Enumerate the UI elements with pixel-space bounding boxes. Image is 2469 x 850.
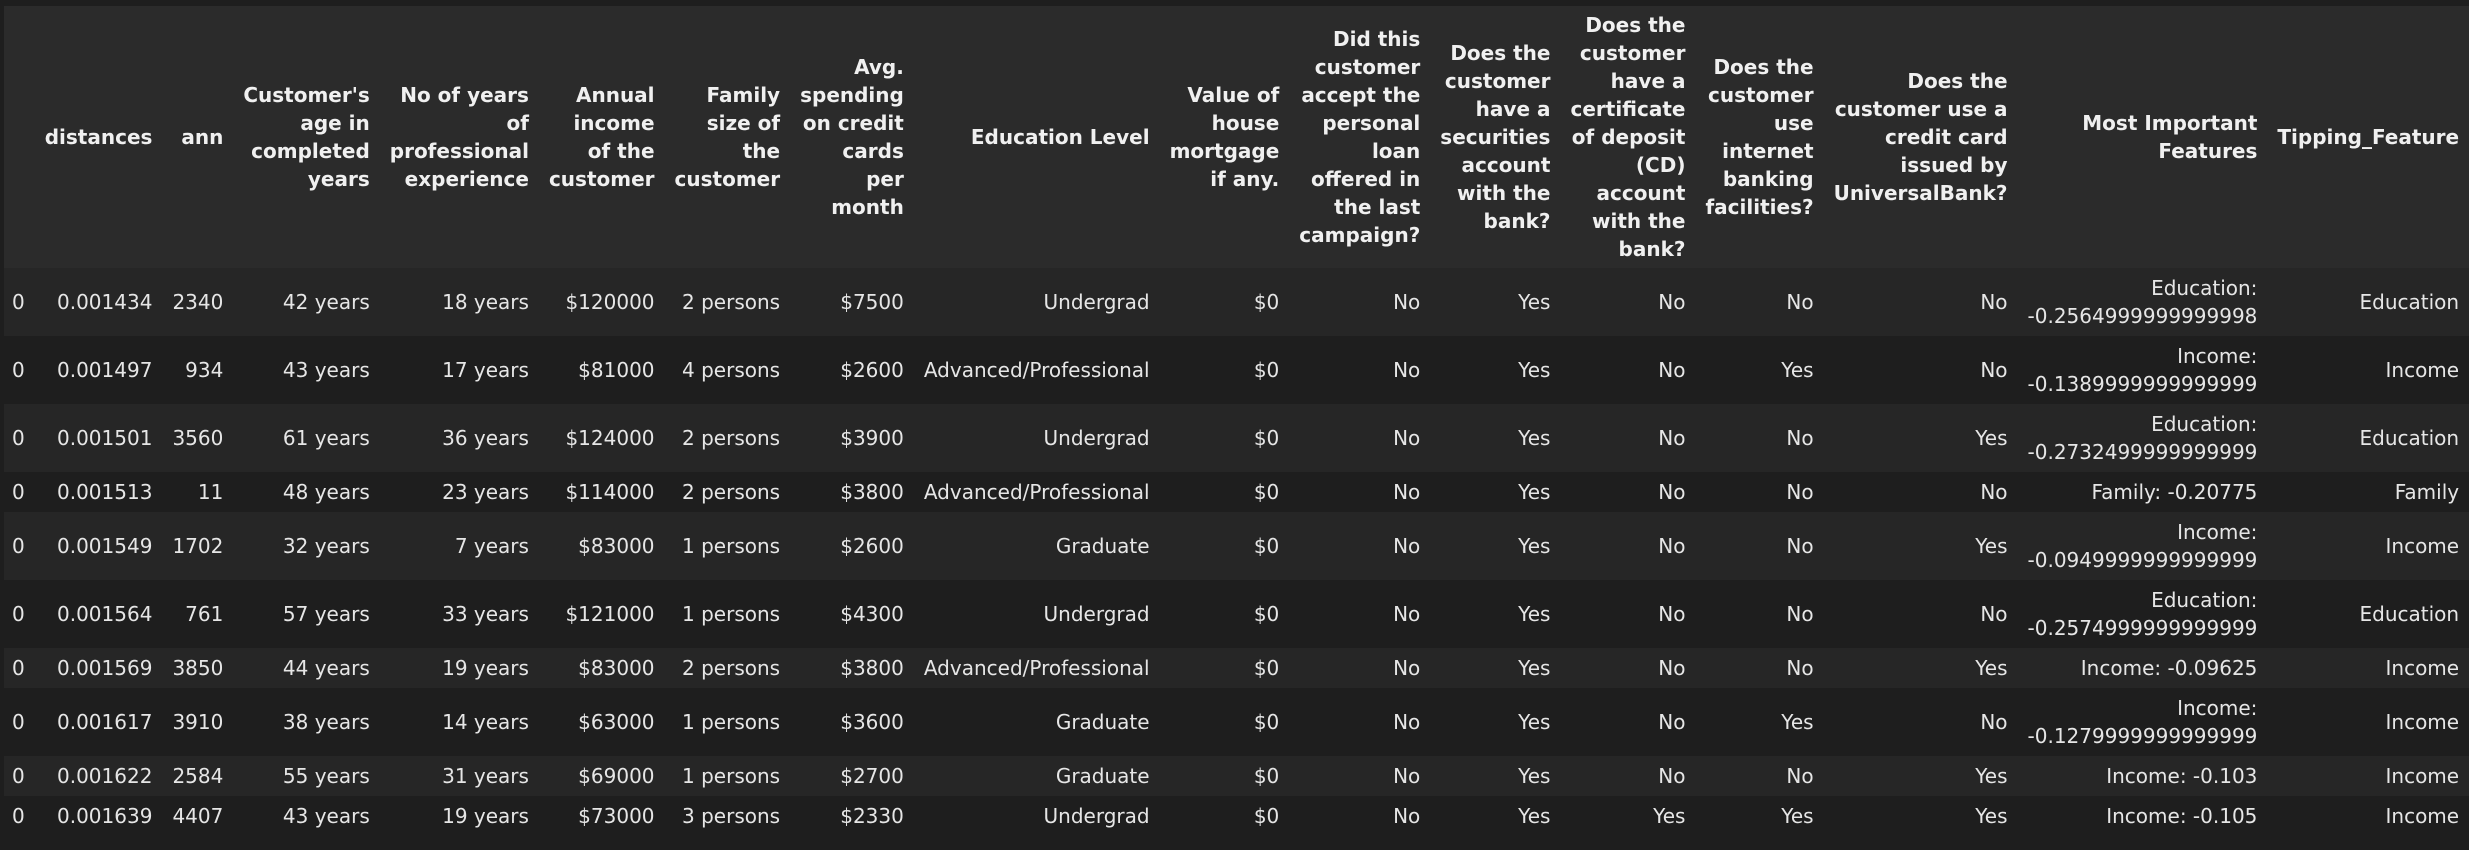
table-row [4,648,2469,688]
table-cell: Undergrad [914,404,1160,472]
table-cell: No [1695,268,1823,336]
table-cell: No [1560,648,1695,688]
table-cell: No [1560,336,1695,404]
table-cell: 3850 [162,648,233,688]
table-cell: $63000 [539,688,665,756]
table-cell: No [1695,648,1823,688]
table-cell: 934 [162,336,233,404]
table-cell: Income [2267,648,2469,688]
column-header: Avg. spending on credit cards per month [790,6,914,268]
table-cell: $0 [1160,512,1290,580]
table-cell: Undergrad [914,580,1160,648]
table-cell: 0.001569 [35,648,163,688]
table-cell: 32 years [233,512,379,580]
table-row [4,756,2469,796]
table-cell: $2600 [790,336,914,404]
table-cell: 18 years [380,268,539,336]
table-cell: Yes [1695,688,1823,756]
table-cell: $81000 [539,336,665,404]
table-cell: No [1289,688,1430,756]
table-cell: 0.001622 [35,756,163,796]
row-index: 0 [4,796,35,836]
table-cell: Income [2267,796,2469,836]
table-cell: 36 years [380,404,539,472]
table-cell: 0.001617 [35,688,163,756]
table-cell: $121000 [539,580,665,648]
table-cell: 48 years [233,472,379,512]
table-cell: No [1560,472,1695,512]
table-cell: No [1695,472,1823,512]
table-cell: 14 years [380,688,539,756]
table-cell: Yes [1430,512,1560,580]
table-cell: Graduate [914,512,1160,580]
table-cell: Family [2267,472,2469,512]
table-cell: $0 [1160,580,1290,648]
table-cell: 19 years [380,796,539,836]
column-header: Value of house mortgage if any. [1160,6,1290,268]
table-cell: 23 years [380,472,539,512]
table-cell: Income: -0.1389999999999999 [2018,336,2268,404]
table-cell: No [1695,580,1823,648]
table-cell: $2600 [790,512,914,580]
table-cell: 3560 [162,404,233,472]
table-cell: No [1560,404,1695,472]
table-cell: No [1560,580,1695,648]
table-cell: Yes [1430,756,1560,796]
row-index: 0 [4,336,35,404]
table-cell: $83000 [539,512,665,580]
table-cell: 43 years [233,336,379,404]
table-cell: $0 [1160,688,1290,756]
column-header [4,6,35,268]
column-header: Customer's age in completed years [233,6,379,268]
table-cell: 43 years [233,796,379,836]
row-index: 0 [4,268,35,336]
column-header: Does the customer use a credit card issued by UniversalBank? [1824,6,2018,268]
table-cell: Education [2267,404,2469,472]
table-cell: $120000 [539,268,665,336]
table-cell: Yes [1430,336,1560,404]
table-cell: 3910 [162,688,233,756]
column-header: No of years of professional experience [380,6,539,268]
table-cell: No [1560,512,1695,580]
table-cell: 761 [162,580,233,648]
row-index: 0 [4,688,35,756]
column-header: Education Level [914,6,1160,268]
row-index: 0 [4,580,35,648]
table-cell: $0 [1160,472,1290,512]
table-cell: No [1289,336,1430,404]
table-row [4,472,2469,512]
table-cell: 42 years [233,268,379,336]
table-cell: 55 years [233,756,379,796]
table-cell: Income [2267,756,2469,796]
table-cell: Income [2267,512,2469,580]
table-cell: Income [2267,336,2469,404]
table-cell: 1 persons [665,512,791,580]
row-index: 0 [4,404,35,472]
column-header: Annual income of the customer [539,6,665,268]
table-cell: 17 years [380,336,539,404]
table-cell: No [1289,268,1430,336]
table-row [4,336,2469,404]
table-cell: $73000 [539,796,665,836]
table-cell: $69000 [539,756,665,796]
table-cell: 4407 [162,796,233,836]
table-cell: Graduate [914,688,1160,756]
table-cell: $0 [1160,404,1290,472]
table-cell: No [1289,648,1430,688]
table-cell: Yes [1430,404,1560,472]
dataframe-output [4,6,2469,836]
table-cell: Advanced/Professional [914,648,1160,688]
table-cell: $3600 [790,688,914,756]
table-cell: No [1289,512,1430,580]
table-cell: 61 years [233,404,379,472]
table-cell: No [1695,756,1823,796]
row-index: 0 [4,648,35,688]
row-index: 0 [4,756,35,796]
row-index: 0 [4,472,35,512]
table-cell: 11 [162,472,233,512]
table-cell: 2 persons [665,404,791,472]
table-cell: Yes [1430,648,1560,688]
table-cell: Yes [1824,648,2018,688]
table-cell: $0 [1160,268,1290,336]
table-cell: 33 years [380,580,539,648]
table-cell: Yes [1430,268,1560,336]
table-cell: 1 persons [665,688,791,756]
table-cell: 0.001639 [35,796,163,836]
table-cell: Education [2267,268,2469,336]
row-index: 0 [4,512,35,580]
table-cell: $2330 [790,796,914,836]
table-cell: $7500 [790,268,914,336]
table-cell: Yes [1824,512,2018,580]
table-cell: $4300 [790,580,914,648]
table-cell: No [1560,688,1695,756]
table-cell: No [1824,336,2018,404]
column-header: Does the customer have a securities account with the bank? [1430,6,1560,268]
table-cell: 4 persons [665,336,791,404]
table-cell: No [1824,688,2018,756]
dataframe-table [4,6,2469,836]
table-cell: 2584 [162,756,233,796]
table-cell: 31 years [380,756,539,796]
table-cell: Yes [1430,796,1560,836]
table-cell: Income: -0.105 [2018,796,2268,836]
table-cell: 0.001497 [35,336,163,404]
table-cell: Graduate [914,756,1160,796]
table-cell: Undergrad [914,796,1160,836]
table-cell: $0 [1160,756,1290,796]
table-cell: $2700 [790,756,914,796]
table-cell: $0 [1160,648,1290,688]
table-cell: Income [2267,688,2469,756]
table-cell: Yes [1560,796,1695,836]
table-cell: Income: -0.1279999999999999 [2018,688,2268,756]
table-cell: $83000 [539,648,665,688]
table-cell: 44 years [233,648,379,688]
column-header: distances [35,6,163,268]
table-cell: Education [2267,580,2469,648]
table-cell: Yes [1824,796,2018,836]
table-cell: $124000 [539,404,665,472]
table-cell: $0 [1160,336,1290,404]
table-cell: Yes [1430,580,1560,648]
table-cell: Yes [1430,688,1560,756]
table-cell: Family: -0.20775 [2018,472,2268,512]
table-cell: Yes [1695,336,1823,404]
table-cell: 57 years [233,580,379,648]
table-cell: 3 persons [665,796,791,836]
table-row [4,688,2469,756]
table-cell: No [1289,756,1430,796]
table-cell: Income: -0.0949999999999999 [2018,512,2268,580]
table-cell: 2 persons [665,268,791,336]
table-cell: 1 persons [665,580,791,648]
table-cell: 0.001564 [35,580,163,648]
table-row [4,512,2469,580]
table-cell: No [1289,796,1430,836]
table-cell: Yes [1430,472,1560,512]
column-header: Did this customer accept the personal loan offered in the last campaign? [1289,6,1430,268]
table-row [4,404,2469,472]
column-header: Does the customer use internet banking facilities? [1695,6,1823,268]
table-cell: Education: -0.2564999999999998 [2018,268,2268,336]
table-cell: Income: -0.103 [2018,756,2268,796]
column-header: Tipping_Feature [2267,6,2469,268]
table-cell: No [1289,472,1430,512]
table-cell: 1702 [162,512,233,580]
table-body [4,268,2469,836]
table-cell: Education: -0.2574999999999999 [2018,580,2268,648]
table-cell: No [1560,756,1695,796]
table-cell: $3800 [790,472,914,512]
table-row [4,580,2469,648]
table-row [4,796,2469,836]
table-cell: Income: -0.09625 [2018,648,2268,688]
table-cell: Yes [1824,404,2018,472]
table-cell: Advanced/Professional [914,336,1160,404]
table-cell: No [1824,580,2018,648]
table-cell: No [1289,404,1430,472]
table-cell: 0.001513 [35,472,163,512]
table-cell: $3900 [790,404,914,472]
table-cell: No [1695,404,1823,472]
table-row [4,268,2469,336]
table-cell: Yes [1695,796,1823,836]
column-header: ann [162,6,233,268]
table-cell: No [1289,580,1430,648]
table-cell: No [1695,512,1823,580]
table-cell: No [1824,268,2018,336]
table-cell: $114000 [539,472,665,512]
table-cell: 0.001434 [35,268,163,336]
table-cell: 38 years [233,688,379,756]
table-cell: Education: -0.2732499999999999 [2018,404,2268,472]
table-cell: Undergrad [914,268,1160,336]
table-cell: 2 persons [665,648,791,688]
table-cell: 7 years [380,512,539,580]
table-cell: Yes [1824,756,2018,796]
table-cell: 2 persons [665,472,791,512]
column-header: Family size of the customer [665,6,791,268]
table-cell: $0 [1160,796,1290,836]
table-cell: No [1824,472,2018,512]
table-cell: 2340 [162,268,233,336]
table-cell: 0.001549 [35,512,163,580]
column-header: Does the customer have a certificate of deposit (CD) account with the bank? [1560,6,1695,268]
table-cell: 1 persons [665,756,791,796]
table-cell: 19 years [380,648,539,688]
table-cell: No [1560,268,1695,336]
table-cell: 0.001501 [35,404,163,472]
column-header: Most Important Features [2018,6,2268,268]
table-cell: Advanced/Professional [914,472,1160,512]
header-row [4,6,2469,268]
table-header [4,6,2469,268]
table-cell: $3800 [790,648,914,688]
